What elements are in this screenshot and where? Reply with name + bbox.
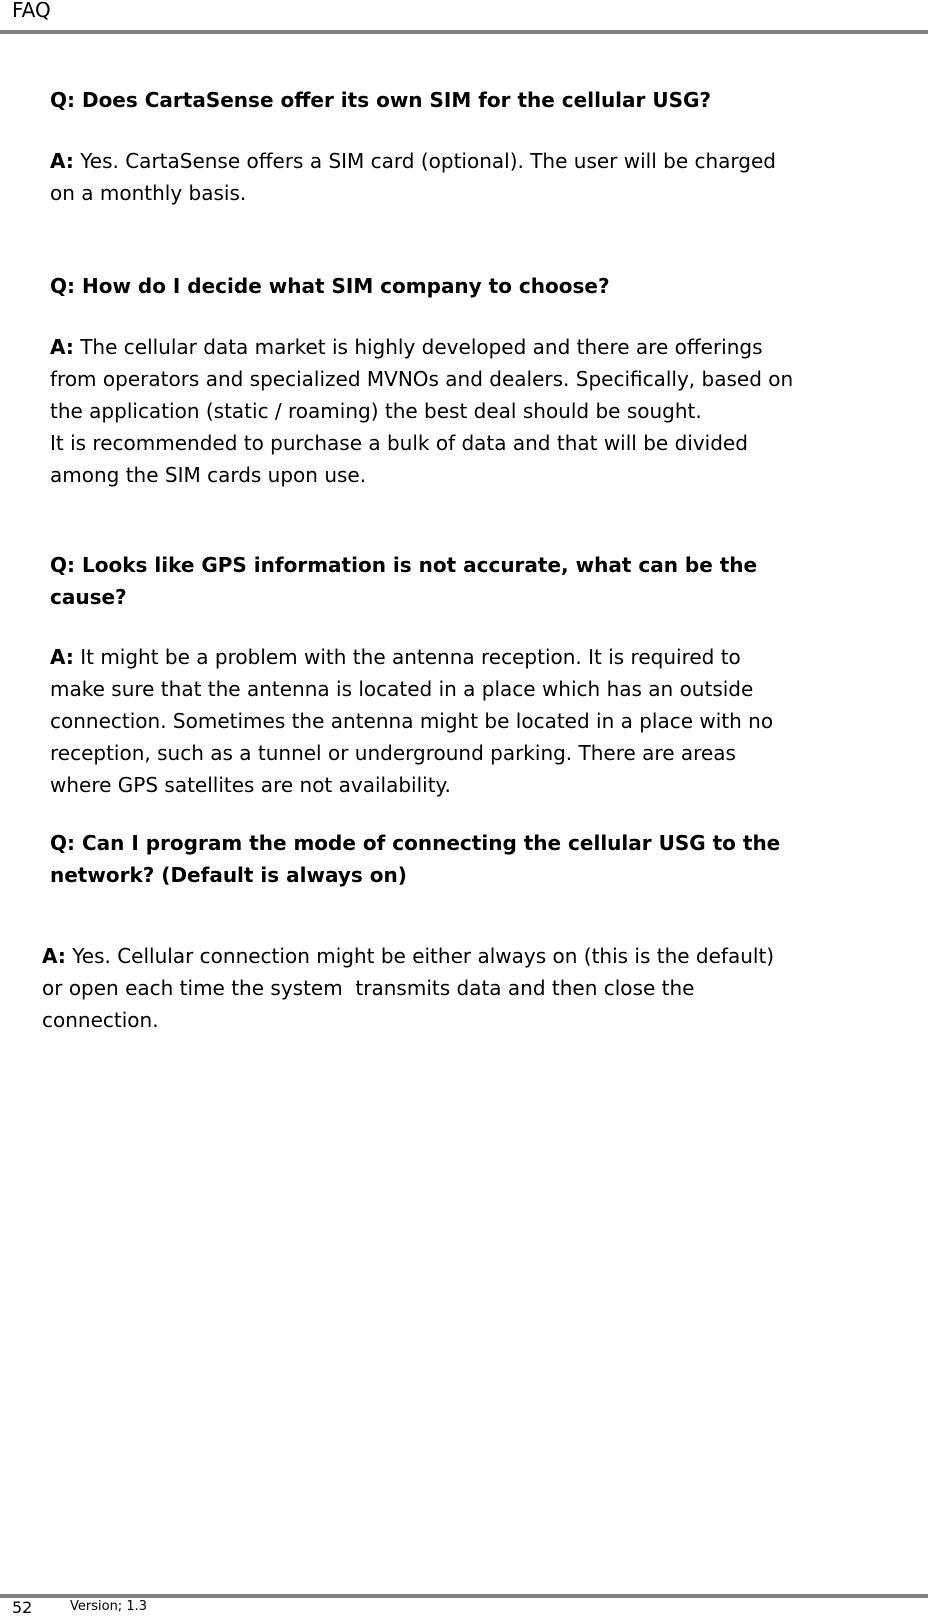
faq-3-answer-line-2: make sure that the antenna is located in a place which has an outside <box>50 677 754 701</box>
header-title: FAQ <box>12 0 51 22</box>
faq-3-answer <box>50 641 910 801</box>
faq-3-question-line-1: Q: Looks like GPS information is not accurate, what can be the <box>50 553 758 577</box>
page-number: 52 <box>12 1598 33 1617</box>
faq-4-answer <box>42 940 902 1036</box>
faq-1-question <box>50 84 910 116</box>
faq-1-answer <box>50 145 910 209</box>
answer-label: A: <box>50 645 74 669</box>
answer-text: The cellular data market is highly developed and there are offerings <box>73 335 763 359</box>
header-rule <box>0 30 928 34</box>
faq-2-answer-line-3: the application (static / roaming) the best deal should be sought. <box>50 399 702 423</box>
answer-label: A: <box>50 149 74 173</box>
faq-2-answer-line-2: from operators and specialized MVNOs and dealers. Specifically, based on <box>50 367 794 391</box>
answer-text: Yes. CartaSense offers a SIM card (optional). The user will be charged <box>73 149 776 173</box>
faq-2-answer-line-4: It is recommended to purchase a bulk of data and that will be divided <box>50 431 748 455</box>
faq-4-question <box>50 827 910 891</box>
faq-2-answer <box>50 331 910 491</box>
version-label: Version; 1.3 <box>70 1599 147 1614</box>
faq-2-answer-line-1 <box>50 331 910 363</box>
answer-text: It might be a problem with the antenna reception. It is required to <box>73 645 741 669</box>
answer-label: A: <box>50 335 74 359</box>
faq-4-answer-line-1 <box>42 940 902 972</box>
answer-label: A: <box>42 944 66 968</box>
faq-2-question <box>50 270 910 302</box>
faq-3-question-line-2: cause? <box>50 585 127 609</box>
faq-4-answer-line-2: or open each time the system transmits data and then close the <box>42 976 695 1000</box>
faq-1-answer-line-1 <box>50 145 910 177</box>
faq-2-answer-line-5: among the SIM cards upon use. <box>50 463 367 487</box>
faq-1-question-line-1: Q: Does CartaSense offer its own SIM for the cellular USG? <box>50 88 712 112</box>
faq-3-answer-line-1 <box>50 641 910 673</box>
faq-3-question <box>50 549 910 613</box>
faq-4-answer-line-3: connection. <box>42 1008 159 1032</box>
faq-2-question-line-1: Q: How do I decide what SIM company to choose? <box>50 274 610 298</box>
faq-3-answer-line-3: connection. Sometimes the antenna might be located in a place with no <box>50 709 774 733</box>
faq-3-answer-line-4: reception, such as a tunnel or underground parking. There are areas <box>50 741 736 765</box>
faq-3-answer-line-5: where GPS satellites are not availability. <box>50 773 451 797</box>
faq-4-question-line-2: network? (Default is always on) <box>50 863 407 887</box>
answer-text: Yes. Cellular connection might be either always on (this is the default) <box>65 944 775 968</box>
faq-4-question-line-1: Q: Can I program the mode of connecting the cellular USG to the <box>50 831 781 855</box>
faq-1-answer-line-2: on a monthly basis. <box>50 181 247 205</box>
